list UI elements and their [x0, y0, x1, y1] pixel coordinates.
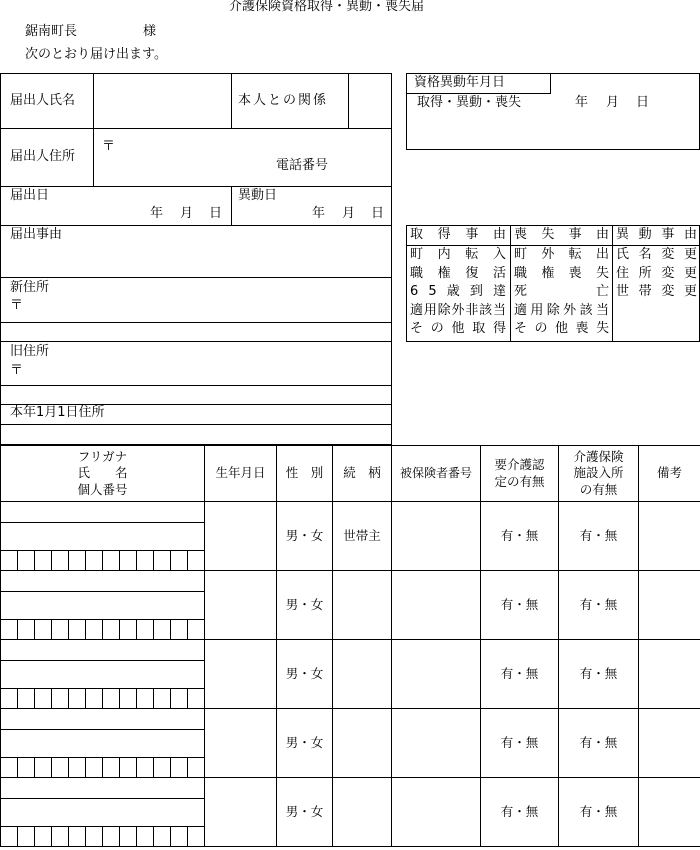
- acquisition-reason-item: 町 内 転 入: [410, 247, 506, 262]
- date-unit-month: 月: [180, 206, 194, 221]
- individual-number-digit[interactable]: [154, 689, 171, 708]
- furigana-field[interactable]: [1, 640, 205, 661]
- furigana-field[interactable]: [1, 502, 205, 523]
- remarks-field[interactable]: [639, 640, 700, 709]
- insured-number-field[interactable]: [392, 502, 481, 571]
- individual-number-digit[interactable]: [35, 758, 52, 777]
- furigana-field[interactable]: [1, 778, 205, 799]
- phone-label: 電話番号: [276, 158, 329, 173]
- individual-number-digit[interactable]: [154, 827, 171, 846]
- gender-field[interactable]: 男・女: [277, 502, 333, 571]
- insured-number-field[interactable]: [392, 778, 481, 847]
- individual-number-digit[interactable]: [103, 758, 120, 777]
- postal-mark: 〒: [102, 139, 116, 154]
- name-field[interactable]: [1, 592, 205, 620]
- old-address-label: 旧住所: [10, 344, 50, 359]
- facility-field[interactable]: 有・無: [559, 778, 639, 847]
- individual-number-digit[interactable]: [103, 620, 120, 639]
- relation-label: 本人との関係: [238, 93, 329, 108]
- individual-number-digit[interactable]: [120, 689, 137, 708]
- name-header: 氏 名: [77, 465, 128, 481]
- box-unit-day: 日: [636, 95, 650, 110]
- individual-number-digit[interactable]: [137, 620, 154, 639]
- remarks-header: 備考: [639, 446, 700, 502]
- furigana-header: フリガナ: [77, 449, 128, 465]
- individual-number-digit[interactable]: [18, 827, 35, 846]
- form-title: 介護保険資格取得・異動・喪失届: [229, 0, 425, 14]
- applicant-name-field[interactable]: [94, 74, 230, 127]
- applicant-address-field[interactable]: [94, 129, 391, 185]
- change-reason-item: 世 帯 変 更: [616, 284, 697, 300]
- box-unit-month: 月: [606, 95, 620, 110]
- jan1-address-label: 本年1月1日住所: [10, 405, 105, 420]
- individual-number-digit[interactable]: [171, 551, 188, 570]
- date-unit-day: 日: [209, 206, 223, 221]
- individual-number-digit[interactable]: [35, 620, 52, 639]
- loss-reason-item: 町 外 転 出: [514, 247, 609, 262]
- relationship-field[interactable]: 世帯主: [333, 502, 392, 571]
- individual-number-digit[interactable]: [1, 758, 18, 777]
- insured-number-field[interactable]: [392, 640, 481, 709]
- change-types: 取得・異動・喪失: [417, 95, 522, 110]
- individual-number-digit[interactable]: [1, 827, 18, 846]
- birth-date-field[interactable]: [205, 571, 277, 640]
- individual-number-digit[interactable]: [18, 758, 35, 777]
- relationship-field[interactable]: [333, 778, 392, 847]
- individual-number-digit[interactable]: [188, 689, 204, 708]
- relationship-field[interactable]: [333, 571, 392, 640]
- relation-field[interactable]: [349, 74, 391, 127]
- individual-number-digit[interactable]: [188, 620, 204, 639]
- loss-reason-item: 適 用 除 外 該 当: [514, 302, 609, 318]
- name-field[interactable]: [1, 799, 205, 827]
- care-cert-field[interactable]: 有・無: [481, 571, 559, 640]
- individual-number-digit[interactable]: [171, 689, 188, 708]
- individual-number-digit[interactable]: [137, 827, 154, 846]
- individual-number-digit[interactable]: [103, 551, 120, 570]
- individual-number-digit[interactable]: [86, 758, 103, 777]
- remarks-field[interactable]: [639, 709, 700, 778]
- insured-number-header: 被保険者番号: [392, 446, 481, 502]
- individual-number-field[interactable]: [1, 551, 205, 571]
- change-reason-item: 住 所 変 更: [616, 265, 697, 281]
- individual-number-digit[interactable]: [35, 827, 52, 846]
- individual-number-digit[interactable]: [18, 551, 35, 570]
- individual-number-digit[interactable]: [52, 620, 69, 639]
- individual-number-digit[interactable]: [69, 758, 86, 777]
- individual-number-digit[interactable]: [171, 758, 188, 777]
- birth-date-field[interactable]: [205, 502, 277, 571]
- old-postal-mark: 〒: [10, 363, 24, 378]
- care-cert-field[interactable]: 有・無: [481, 778, 559, 847]
- acquisition-reason-item: 適 用 除 外 非 該 当: [410, 302, 506, 318]
- individual-number-digit[interactable]: [69, 827, 86, 846]
- relationship-header: 続 柄: [333, 446, 392, 502]
- individual-number-digit[interactable]: [69, 551, 86, 570]
- gender-field[interactable]: 男・女: [277, 778, 333, 847]
- applicant-name-label: 届出人氏名: [10, 93, 76, 108]
- remarks-field[interactable]: [639, 778, 700, 847]
- gender-header: 性 別: [277, 446, 333, 502]
- individual-number-digit[interactable]: [52, 689, 69, 708]
- individual-number-digit[interactable]: [1, 551, 18, 570]
- acquisition-reason-item: そ の 他 取 得: [410, 321, 506, 337]
- change-date-title: 資格異動年月日: [414, 75, 506, 90]
- addressee: 鋸南町長: [25, 24, 78, 39]
- name-field[interactable]: [1, 523, 205, 551]
- gender-field[interactable]: 男・女: [277, 571, 333, 640]
- individual-number-digit[interactable]: [154, 551, 171, 570]
- reason-label: 届出事由: [10, 227, 63, 242]
- insured-number-field[interactable]: [392, 571, 481, 640]
- individual-number-digit[interactable]: [69, 620, 86, 639]
- individual-number-digit[interactable]: [52, 827, 69, 846]
- birth-date-header: 生年月日: [205, 446, 277, 502]
- furigana-field[interactable]: [1, 571, 205, 592]
- individual-number-digit[interactable]: [86, 551, 103, 570]
- individual-number-digit[interactable]: [154, 620, 171, 639]
- individual-number-digit[interactable]: [103, 689, 120, 708]
- individual-number-digit[interactable]: [154, 758, 171, 777]
- loss-reason-item: 職 権 喪 失: [514, 265, 609, 281]
- individual-number-digit[interactable]: [137, 551, 154, 570]
- facility-field[interactable]: 有・無: [559, 502, 639, 571]
- members-table: [0, 445, 700, 847]
- relationship-field[interactable]: [333, 709, 392, 778]
- gender-field[interactable]: 男・女: [277, 640, 333, 709]
- change-unit-day: 日: [371, 206, 385, 221]
- gender-field[interactable]: 男・女: [277, 709, 333, 778]
- filing-date-label: 届出日: [10, 188, 50, 203]
- individual-number-field[interactable]: [1, 620, 205, 640]
- individual-number-digit[interactable]: [35, 551, 52, 570]
- individual-number-digit[interactable]: [18, 620, 35, 639]
- change-reason-item: 氏 名 変 更: [616, 247, 697, 262]
- individual-number-digit[interactable]: [86, 689, 103, 708]
- birth-date-field[interactable]: [205, 640, 277, 709]
- change-unit-month: 月: [342, 206, 356, 221]
- care-cert-field[interactable]: 有・無: [481, 640, 559, 709]
- individual-number-digit[interactable]: [103, 827, 120, 846]
- care-cert-field[interactable]: 有・無: [481, 709, 559, 778]
- individual-number-digit[interactable]: [188, 827, 204, 846]
- individual-number-digit[interactable]: [188, 758, 204, 777]
- facility-header: 介護保険 施設入所 の有無: [559, 446, 639, 502]
- relationship-field[interactable]: [333, 640, 392, 709]
- name-field[interactable]: [1, 661, 205, 689]
- applicant-address-label: 届出人住所: [10, 149, 76, 164]
- new-address-label: 新住所: [10, 280, 50, 295]
- individual-number-digit[interactable]: [188, 551, 204, 570]
- individual-number-digit[interactable]: [86, 827, 103, 846]
- facility-field[interactable]: 有・無: [559, 571, 639, 640]
- facility-field[interactable]: 有・無: [559, 709, 639, 778]
- date-unit-year: 年: [150, 206, 164, 221]
- individual-number-digit[interactable]: [171, 827, 188, 846]
- individual-number-digit[interactable]: [120, 827, 137, 846]
- individual-number-digit[interactable]: [1, 689, 18, 708]
- header-loss: 喪 失 事 由: [514, 227, 609, 242]
- care-cert-header: 要介護認 定の有無: [481, 446, 559, 502]
- individual-number-digit[interactable]: [52, 551, 69, 570]
- individual-number-digit[interactable]: [69, 689, 86, 708]
- loss-reason-item: そ の 他 喪 失: [514, 321, 609, 337]
- care-cert-field[interactable]: 有・無: [481, 502, 559, 571]
- acquisition-reason-item: 職 権 復 活: [410, 265, 506, 281]
- individual-number-digit[interactable]: [120, 620, 137, 639]
- remarks-field[interactable]: [639, 571, 700, 640]
- facility-field[interactable]: 有・無: [559, 640, 639, 709]
- individual-number-field[interactable]: [1, 689, 205, 709]
- individual-number-digit[interactable]: [171, 620, 188, 639]
- change-date-label: 異動日: [238, 188, 278, 203]
- new-postal-mark: 〒: [10, 298, 24, 313]
- insured-number-field[interactable]: [392, 709, 481, 778]
- individual-number-digit[interactable]: [52, 758, 69, 777]
- individual-number-digit[interactable]: [120, 758, 137, 777]
- box-unit-year: 年: [575, 95, 589, 110]
- loss-reason-item: 死 亡: [514, 284, 609, 300]
- header-change: 異 動 事 由: [616, 227, 697, 242]
- individual-number-field[interactable]: [1, 758, 205, 778]
- individual-number-digit[interactable]: [18, 689, 35, 708]
- individual-number-digit[interactable]: [137, 758, 154, 777]
- acquisition-reason-item: 6 5 歳 到 達: [410, 284, 506, 300]
- remarks-field[interactable]: [639, 502, 700, 571]
- intro-text: 次のとおり届け出ます。: [25, 47, 167, 62]
- individual-number-digit[interactable]: [35, 689, 52, 708]
- individual-number-digit[interactable]: [120, 551, 137, 570]
- name-field[interactable]: [1, 730, 205, 758]
- individual-number-digit[interactable]: [1, 620, 18, 639]
- individual-number-digit[interactable]: [86, 620, 103, 639]
- individual-number-header: 個人番号: [77, 481, 128, 497]
- birth-date-field[interactable]: [205, 709, 277, 778]
- individual-number-digit[interactable]: [137, 689, 154, 708]
- individual-number-field[interactable]: [1, 827, 205, 847]
- header-acquisition: 取 得 事 由: [410, 227, 506, 242]
- header-name-cell: [1, 446, 205, 502]
- honorific: 様: [143, 24, 157, 39]
- birth-date-field[interactable]: [205, 778, 277, 847]
- furigana-field[interactable]: [1, 709, 205, 730]
- change-unit-year: 年: [312, 206, 326, 221]
